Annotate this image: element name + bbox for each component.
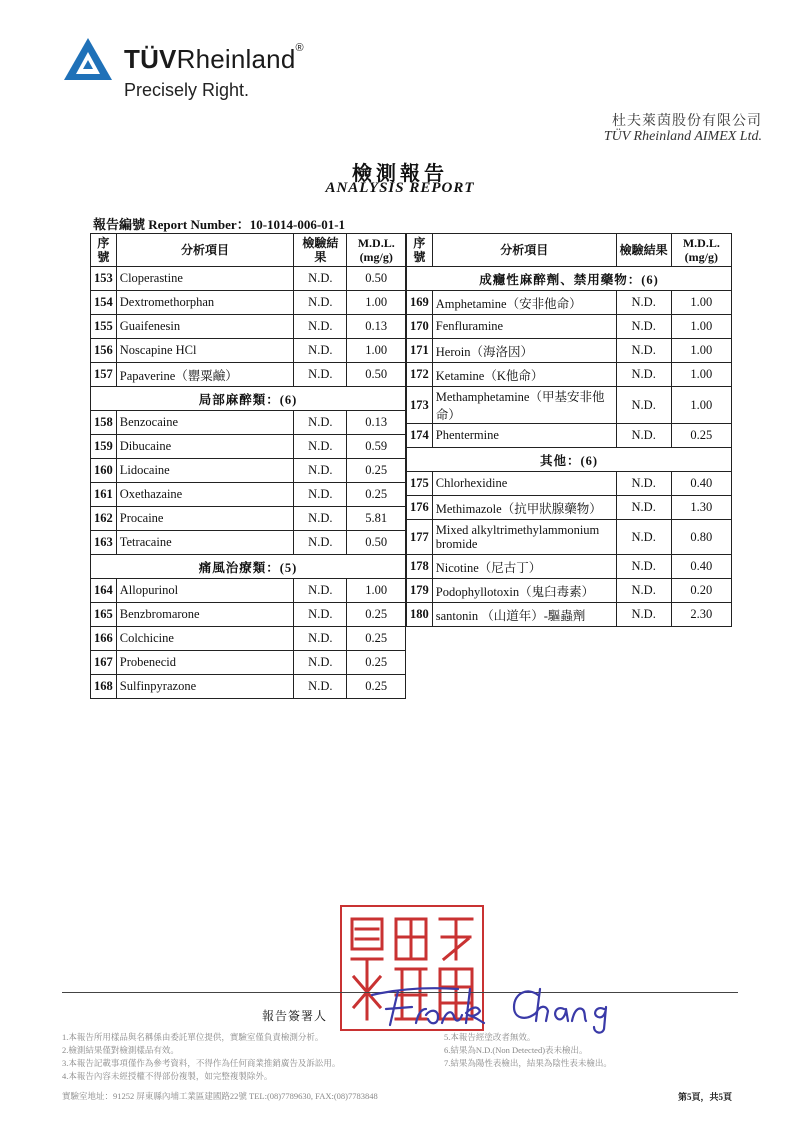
table-row	[407, 472, 732, 496]
cell-number: 177	[407, 520, 433, 555]
tuv-triangle-logo-icon	[62, 36, 114, 82]
cell-analyte: Noscapine HCl	[116, 339, 293, 363]
cell-number: 180	[407, 603, 433, 627]
cell-mdl: 1.00	[671, 291, 731, 315]
cell-mdl: 0.25	[347, 627, 406, 651]
col-header-no: 序號	[407, 234, 433, 267]
cell-result: N.D.	[616, 291, 671, 315]
table-header-row	[91, 234, 406, 267]
table-row	[407, 496, 732, 520]
col-header-item: 分析項目	[116, 234, 293, 267]
table-row	[407, 315, 732, 339]
table-row	[407, 555, 732, 579]
cell-analyte: Probenecid	[116, 651, 293, 675]
cell-number: 160	[91, 459, 117, 483]
page-number: 第5頁，共5頁	[677, 1092, 732, 1102]
cell-number: 174	[407, 424, 433, 448]
cell-analyte: Procaine	[116, 507, 293, 531]
cell-mdl: 5.81	[347, 507, 406, 531]
note-line: 2.檢測結果僅對檢測樣品有效。	[62, 1045, 179, 1055]
table-row	[407, 291, 732, 315]
table-row	[91, 507, 406, 531]
col-header-result: 檢驗結果	[616, 234, 671, 267]
table-row	[407, 579, 732, 603]
cell-mdl: 0.25	[347, 603, 406, 627]
cell-result: N.D.	[294, 507, 347, 531]
cell-number: 161	[91, 483, 117, 507]
table-row	[407, 520, 732, 555]
cell-number: 162	[91, 507, 117, 531]
cell-number: 158	[91, 411, 117, 435]
cell-result: N.D.	[294, 651, 347, 675]
disclaimer-notes-right	[444, 1031, 612, 1070]
cell-number: 171	[407, 339, 433, 363]
col-header-mdl	[347, 234, 406, 267]
table-row	[91, 291, 406, 315]
cell-mdl: 0.40	[671, 472, 731, 496]
cell-result: N.D.	[616, 603, 671, 627]
cell-number: 156	[91, 339, 117, 363]
col-header-result: 檢驗結果	[294, 234, 347, 267]
cell-mdl: 0.50	[347, 531, 406, 555]
table-row	[407, 339, 732, 363]
mdl-label: M.D.L.	[682, 236, 720, 250]
cell-mdl: 0.50	[347, 363, 406, 387]
cell-mdl: 0.40	[671, 555, 731, 579]
cell-analyte: Allopurinol	[116, 579, 293, 603]
section-header-row	[407, 267, 732, 291]
table-row	[91, 339, 406, 363]
cell-analyte: Dibucaine	[116, 435, 293, 459]
cell-mdl: 1.00	[671, 363, 731, 387]
cell-number: 169	[407, 291, 433, 315]
section-title: 其他：(6)	[407, 448, 732, 472]
cell-mdl: 1.30	[671, 496, 731, 520]
cell-analyte: Fenfluramine	[432, 315, 616, 339]
cell-number: 168	[91, 675, 117, 699]
signature-image	[368, 975, 648, 1035]
cell-analyte: Heroin（海洛因）	[432, 339, 616, 363]
cell-analyte: Ketamine（K他命）	[432, 363, 616, 387]
cell-result: N.D.	[294, 483, 347, 507]
cell-analyte: Sulfinpyrazone	[116, 675, 293, 699]
note-line: 4.本報告內容未經授權不得部份複製，如完整複製除外。	[62, 1071, 273, 1081]
table-row	[407, 363, 732, 387]
table-row	[91, 459, 406, 483]
brand-logo-text	[124, 44, 304, 75]
mdl-label: M.D.L.	[357, 236, 395, 250]
cell-mdl: 0.20	[671, 579, 731, 603]
cell-number: 153	[91, 267, 117, 291]
cell-mdl: 1.00	[671, 315, 731, 339]
cell-result: N.D.	[294, 363, 347, 387]
cell-result: N.D.	[294, 579, 347, 603]
cell-mdl: 0.25	[671, 424, 731, 448]
cell-number: 163	[91, 531, 117, 555]
cell-number: 178	[407, 555, 433, 579]
brand-slogan: Precisely Right.	[124, 80, 250, 100]
report-number: 報告編號 Report Number：10-1014-006-01-1	[93, 217, 346, 232]
note-line: 1.本報告所用樣品與名稱係由委託單位提供，實驗室僅負責檢測分析。	[62, 1032, 324, 1042]
cell-mdl: 0.13	[347, 315, 406, 339]
table-row	[91, 579, 406, 603]
cell-analyte: Mixed alkyltrimethylammonium bromide	[432, 520, 616, 555]
table-header-row	[407, 234, 732, 267]
cell-mdl: 0.59	[347, 435, 406, 459]
cell-number: 176	[407, 496, 433, 520]
cell-number: 165	[91, 603, 117, 627]
signer-label: 報告簽署人	[262, 1009, 328, 1023]
cell-result: N.D.	[616, 387, 671, 424]
cell-number: 164	[91, 579, 117, 603]
cell-result: N.D.	[616, 363, 671, 387]
section-title: 成癮性麻醉劑、禁用藥物：(6)	[407, 267, 732, 291]
cell-number: 155	[91, 315, 117, 339]
note-line: 5.本報告經塗改者無效。	[444, 1032, 536, 1042]
table-row	[91, 675, 406, 699]
col-header-item: 分析項目	[432, 234, 616, 267]
cell-analyte: Oxethazaine	[116, 483, 293, 507]
cell-analyte: Amphetamine（安非他命）	[432, 291, 616, 315]
section-title: 局部麻醉類：(6)	[91, 387, 406, 411]
cell-result: N.D.	[616, 579, 671, 603]
cell-mdl: 0.25	[347, 459, 406, 483]
cell-number: 175	[407, 472, 433, 496]
table-row	[91, 627, 406, 651]
cell-number: 154	[91, 291, 117, 315]
brand-rest: Rheinland	[176, 44, 296, 74]
col-header-mdl	[671, 234, 731, 267]
cell-analyte: Papaverine（罌粟鹼）	[116, 363, 293, 387]
table-row	[91, 363, 406, 387]
cell-result: N.D.	[294, 459, 347, 483]
cell-number: 159	[91, 435, 117, 459]
cell-analyte: Guaifenesin	[116, 315, 293, 339]
cell-analyte: Dextromethorphan	[116, 291, 293, 315]
mdl-unit: (mg/g)	[359, 250, 393, 264]
table-row	[91, 531, 406, 555]
cell-mdl: 0.25	[347, 483, 406, 507]
cell-result: N.D.	[294, 411, 347, 435]
cell-mdl: 2.30	[671, 603, 731, 627]
section-title: 痛風治療類：(5)	[91, 555, 406, 579]
cell-number: 173	[407, 387, 433, 424]
cell-mdl: 1.00	[671, 387, 731, 424]
cell-number: 170	[407, 315, 433, 339]
note-line: 7.結果為陽性表檢出，結果為陰性表未檢出。	[444, 1058, 612, 1068]
cell-result: N.D.	[294, 315, 347, 339]
cell-mdl: 1.00	[347, 291, 406, 315]
brand-bold: TÜV	[124, 44, 177, 74]
company-name-en: TÜV Rheinland AIMEX Ltd.	[603, 129, 762, 144]
cell-analyte: Nicotine（尼古丁）	[432, 555, 616, 579]
cell-analyte: Lidocaine	[116, 459, 293, 483]
cell-result: N.D.	[616, 555, 671, 579]
cell-mdl: 1.00	[671, 339, 731, 363]
cell-result: N.D.	[294, 291, 347, 315]
cell-analyte: Colchicine	[116, 627, 293, 651]
table-row	[407, 387, 732, 424]
cell-analyte: Cloperastine	[116, 267, 293, 291]
cell-analyte: Podophyllotoxin（鬼臼毒素）	[432, 579, 616, 603]
cell-analyte: Methimazole（抗甲狀腺藥物）	[432, 496, 616, 520]
section-header-row	[91, 387, 406, 411]
cell-result: N.D.	[294, 267, 347, 291]
disclaimer-notes-left	[62, 1031, 340, 1083]
cell-result: N.D.	[616, 315, 671, 339]
cell-number: 167	[91, 651, 117, 675]
registered-mark: ®	[295, 42, 304, 54]
table-row	[91, 483, 406, 507]
note-line: 3.本報告記載事項僅作為參考資料，不得作為任何商業推銷廣告及訴訟用。	[62, 1058, 341, 1068]
cell-result: N.D.	[616, 496, 671, 520]
cell-result: N.D.	[294, 675, 347, 699]
section-header-row	[91, 555, 406, 579]
report-title-zh: 檢測報告	[352, 163, 448, 185]
results-table-right	[406, 233, 732, 627]
cell-number: 179	[407, 579, 433, 603]
lab-address: 實驗室地址：91252 屏東縣內埔工業區建國路22號 TEL:(08)7789630, FAX:(08)7783848	[62, 1091, 378, 1101]
results-table-left	[90, 233, 406, 699]
cell-mdl: 0.80	[671, 520, 731, 555]
cell-mdl: 0.25	[347, 651, 406, 675]
cell-analyte: Benzocaine	[116, 411, 293, 435]
cell-analyte: Chlorhexidine	[432, 472, 616, 496]
section-header-row	[407, 448, 732, 472]
table-row	[407, 424, 732, 448]
cell-result: N.D.	[294, 435, 347, 459]
cell-result: N.D.	[616, 472, 671, 496]
cell-mdl: 0.25	[347, 675, 406, 699]
cell-result: N.D.	[616, 424, 671, 448]
col-header-no: 序號	[91, 234, 117, 267]
cell-analyte: Phentermine	[432, 424, 616, 448]
cell-analyte: Benzbromarone	[116, 603, 293, 627]
mdl-unit: (mg/g)	[684, 250, 718, 264]
table-row	[91, 603, 406, 627]
table-row	[91, 411, 406, 435]
table-row	[91, 435, 406, 459]
cell-analyte: santonin （山道年）-驅蟲劑	[432, 603, 616, 627]
table-row	[91, 315, 406, 339]
cell-mdl: 0.13	[347, 411, 406, 435]
cell-result: N.D.	[616, 339, 671, 363]
cell-result: N.D.	[294, 531, 347, 555]
note-line: 6.結果為N.D.(Non Detected)表未檢出。	[444, 1045, 588, 1055]
cell-mdl: 1.00	[347, 579, 406, 603]
cell-mdl: 0.50	[347, 267, 406, 291]
cell-result: N.D.	[294, 627, 347, 651]
cell-result: N.D.	[294, 603, 347, 627]
table-row	[407, 603, 732, 627]
table-row	[91, 267, 406, 291]
cell-result: N.D.	[616, 520, 671, 555]
cell-result: N.D.	[294, 339, 347, 363]
report-title-en: ANALYSIS REPORT	[325, 180, 475, 196]
company-name-zh: 杜夫萊茵股份有限公司	[612, 114, 762, 129]
cell-number: 172	[407, 363, 433, 387]
table-row	[91, 651, 406, 675]
cell-number: 157	[91, 363, 117, 387]
cell-analyte: Tetracaine	[116, 531, 293, 555]
cell-number: 166	[91, 627, 117, 651]
cell-analyte: Methamphetamine（甲基安非他命）	[432, 387, 616, 424]
cell-mdl: 1.00	[347, 339, 406, 363]
